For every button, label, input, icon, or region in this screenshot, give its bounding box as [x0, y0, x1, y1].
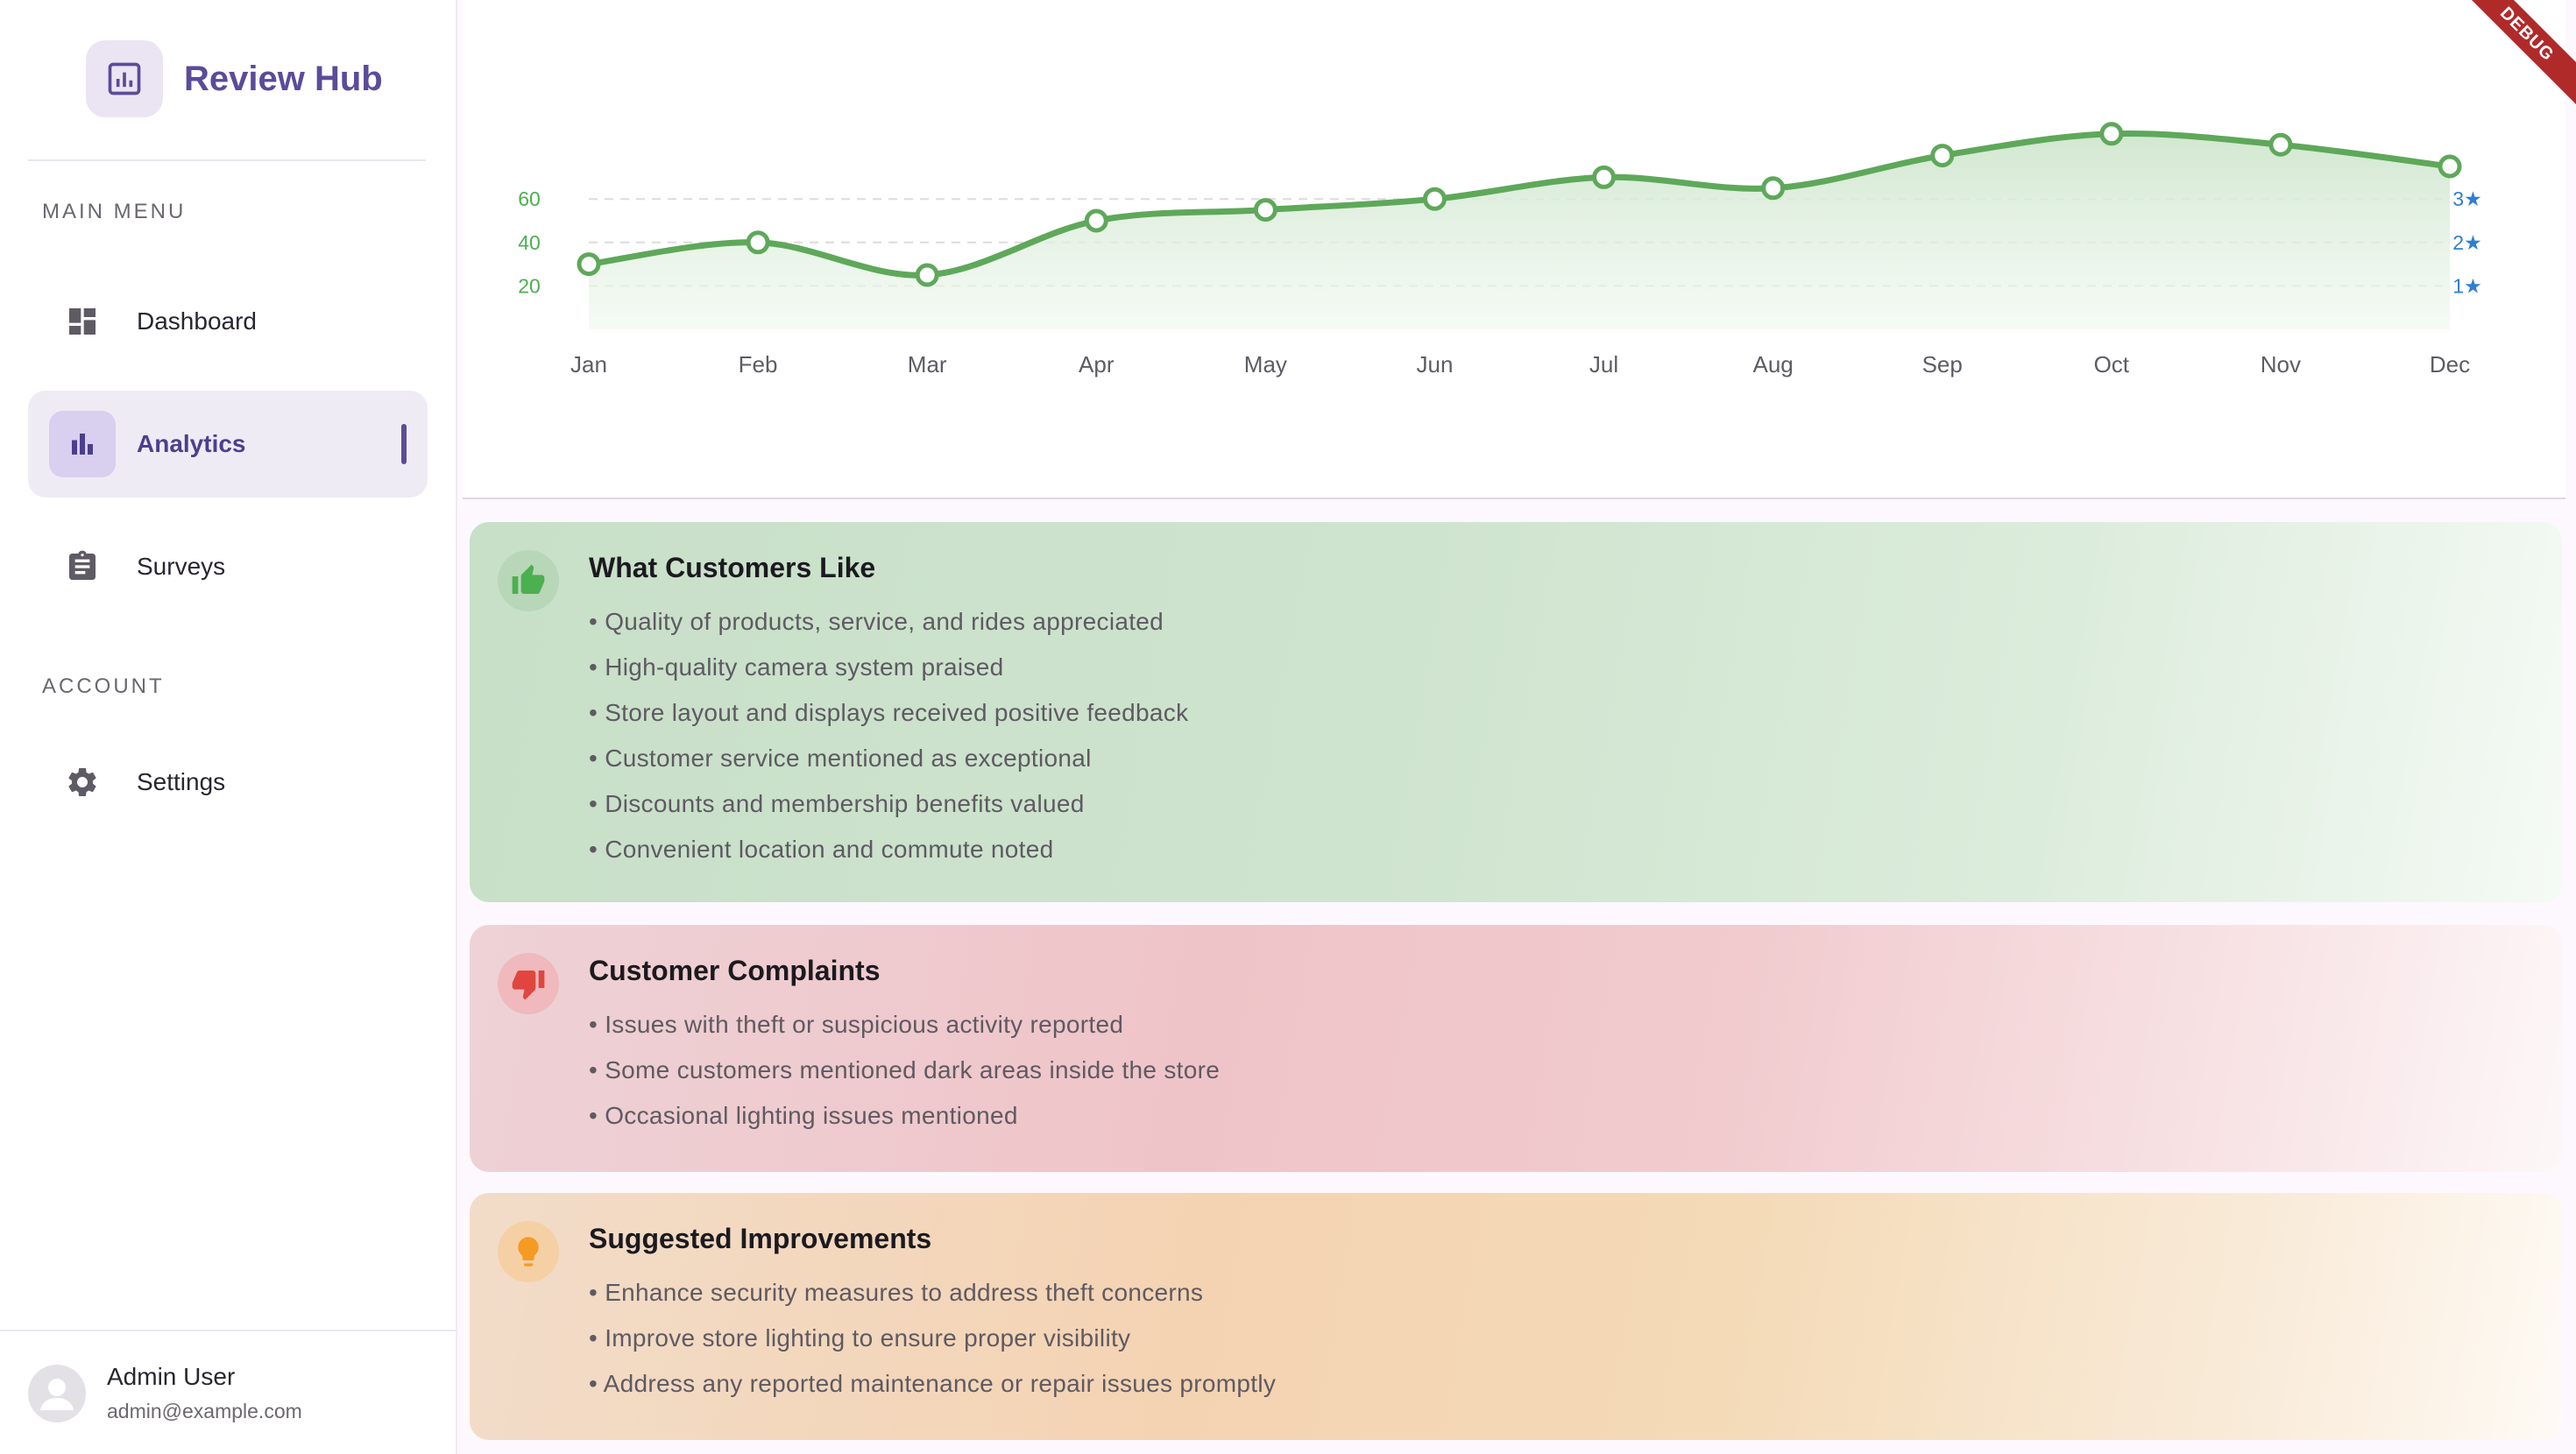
- sidebar-item-label: Dashboard: [137, 307, 257, 335]
- x-tick-label: Apr: [1079, 351, 1115, 378]
- x-tick-label: Oct: [2093, 351, 2130, 378]
- insight-title: Suggested Improvements: [589, 1223, 932, 1254]
- user-email: admin@example.com: [107, 1400, 302, 1422]
- insight-card-improvements: [470, 1193, 2562, 1440]
- y-tick-right: 2★: [2452, 230, 2482, 254]
- data-point: [1933, 146, 1952, 166]
- thumbs-down-icon: [498, 953, 559, 1014]
- y-tick-left: 40: [518, 230, 541, 254]
- dashboard-icon: [60, 299, 105, 344]
- insight-list: [589, 1270, 1276, 1407]
- data-point: [1595, 167, 1614, 187]
- x-tick-label: Jan: [570, 351, 607, 378]
- sidebar-item-dashboard[interactable]: [28, 268, 428, 375]
- list-item: • Some customers mentioned dark areas inside the store: [589, 1048, 1220, 1093]
- data-point: [1256, 201, 1275, 220]
- data-point: [917, 265, 937, 285]
- sidebar-item-label: Analytics: [137, 430, 246, 457]
- y-tick-right: 3★: [2452, 187, 2482, 211]
- x-tick-label: Jun: [1416, 351, 1454, 378]
- insight-list: [589, 1002, 1220, 1139]
- list-item: • Discounts and membership benefits valued: [589, 781, 1188, 827]
- divider: [0, 1330, 456, 1331]
- list-item: • High-quality camera system praised: [589, 645, 1188, 690]
- user-profile[interactable]: [28, 1363, 302, 1423]
- sidebar: [0, 0, 457, 1454]
- x-tick-label: Jul: [1589, 351, 1619, 378]
- active-indicator: [401, 424, 407, 464]
- list-item: • Occasional lighting issues mentioned: [589, 1093, 1220, 1139]
- list-item: • Issues with theft or suspicious activity reported: [589, 1002, 1220, 1048]
- y-tick-right: 1★: [2452, 274, 2482, 298]
- data-point: [2440, 157, 2459, 176]
- debug-banner: DEBUG: [2454, 0, 2576, 107]
- x-tick-label: Feb: [738, 351, 778, 378]
- bar-chart-icon: [49, 411, 116, 477]
- area-fill: [589, 133, 2450, 329]
- y-tick-left: 60: [518, 187, 541, 211]
- sidebar-item-label: Settings: [137, 768, 226, 795]
- data-point: [2271, 135, 2290, 154]
- insight-title: Customer Complaints: [589, 955, 881, 986]
- x-tick-label: Mar: [907, 351, 947, 378]
- list-item: • Customer service mentioned as exceptional: [589, 736, 1188, 781]
- person-icon: [28, 1365, 86, 1422]
- user-name: Admin User: [107, 1363, 236, 1390]
- sidebar-item-surveys[interactable]: [28, 513, 428, 620]
- data-point: [748, 233, 768, 252]
- list-item: • Quality of products, service, and rides appreciated: [589, 599, 1188, 645]
- x-tick-label: Nov: [2260, 351, 2302, 378]
- avatar: [28, 1365, 86, 1422]
- sidebar-item-settings[interactable]: [28, 729, 428, 836]
- gear-icon: [60, 759, 105, 805]
- list-item: • Address any reported maintenance or repair issues promptly: [589, 1361, 1276, 1407]
- lightbulb-icon: [498, 1221, 559, 1282]
- clipboard-icon: [60, 544, 105, 589]
- insight-card-likes: [470, 522, 2562, 902]
- account-label: ACCOUNT: [42, 674, 165, 698]
- list-item: • Store layout and displays received positive feedback: [589, 690, 1188, 736]
- x-tick-label: Dec: [2429, 351, 2471, 378]
- x-tick-label: May: [1243, 351, 1287, 378]
- thumbs-up-icon: [498, 550, 559, 611]
- rating-trend-chart: [463, 0, 2565, 499]
- data-point: [579, 255, 598, 274]
- divider: [28, 159, 426, 161]
- analytics-report-icon: [86, 40, 163, 117]
- data-point: [1086, 211, 1106, 230]
- list-item: • Convenient location and commute noted: [589, 827, 1188, 872]
- data-point: [2102, 124, 2121, 144]
- line-chart: [463, 0, 2565, 498]
- list-item: • Improve store lighting to ensure proper visibility: [589, 1316, 1276, 1361]
- sidebar-item-label: Surveys: [137, 553, 226, 580]
- insight-card-complaints: [470, 925, 2562, 1172]
- list-item: • Enhance security measures to address theft concerns: [589, 1270, 1276, 1316]
- app-title: Review Hub: [184, 59, 383, 98]
- main-menu-label: MAIN MENU: [42, 200, 187, 223]
- data-point: [1425, 189, 1444, 208]
- x-tick-label: Sep: [1921, 351, 1963, 378]
- data-point: [1764, 179, 1783, 198]
- x-tick-label: Aug: [1752, 351, 1794, 378]
- insight-title: What Customers Like: [589, 552, 876, 583]
- brand[interactable]: [86, 40, 383, 117]
- insight-list: [589, 599, 1188, 872]
- sidebar-item-analytics[interactable]: [28, 391, 428, 498]
- y-tick-left: 20: [518, 274, 541, 298]
